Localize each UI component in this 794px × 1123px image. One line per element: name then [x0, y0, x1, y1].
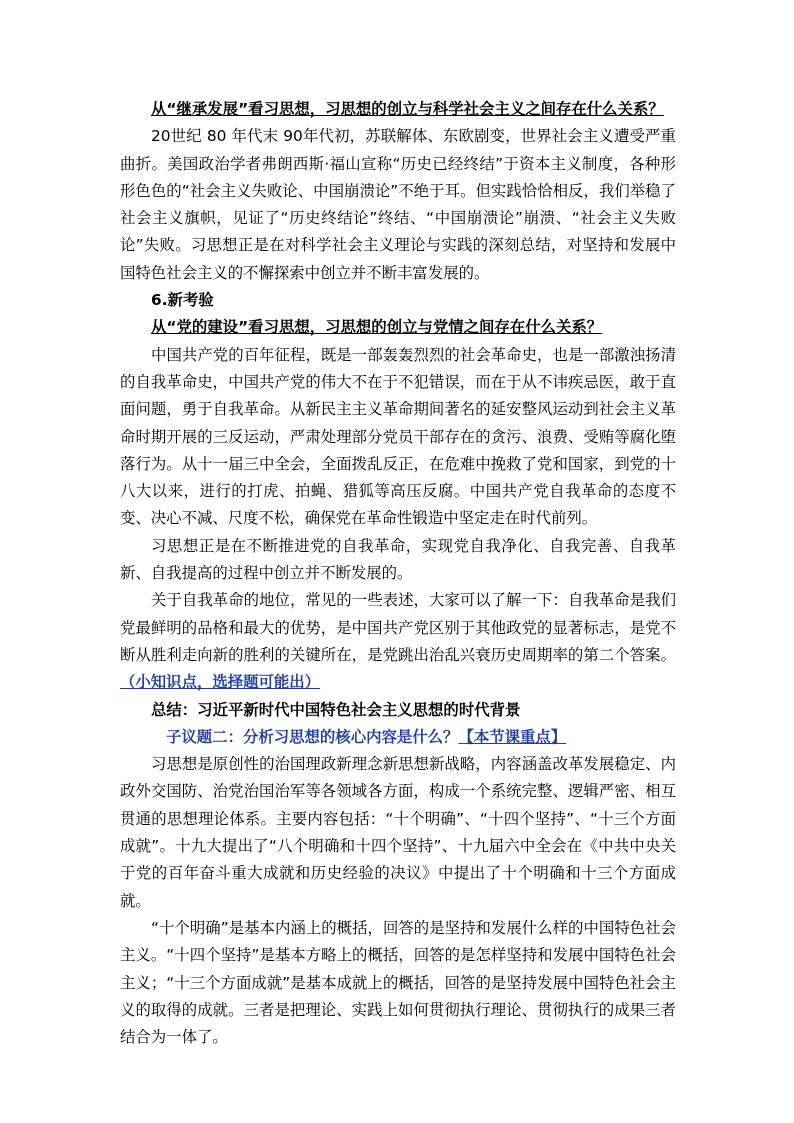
summary-heading: 总结：习近平新时代中国特色社会主义思想的时代背景: [151, 700, 521, 719]
section-6-paragraph-2: 习思想正是在不断推进党的自我革命，实现党自我净化、自我完善、自我革新、自我提高的过程中创立并不断发展的。: [120, 536, 676, 583]
section-6-paragraph-1: 中国共产党的百年征程，既是一部轰轰烈烈的社会革命史，也是一部激浊扬清的自我革命史，中国共产党的伟大不在于不犯错误，而在于从不讳疾忌医，敢于直面问题，勇于自我革命。从新民主主义革命期间著名的延安整风运动到社会主义革命时期开展的三反运动，严肃处理部分党员干部存在的贪污、浪费、受贿等腐化堕落行为。从十一届三中全会，全面拨乱反正，在危难中挽救了党和国家，到党的十八大以来，进行的打虎、拍蝇、猎狐等高压反腐。中国共产党自我革命的态度不变、决心不减、尺度不松，确保党在革命性锻造中坚定走在时代前列。: [120, 345, 676, 528]
self-revolution-text: 关于自我革命的地位，常见的一些表述，大家可以了解一下：自我革命是我们党最鲜明的品格和最大的优势，是中国共产党区别于其他政党的显著标志，是党不断从胜利走向新的胜利的关键所在，是党跳出治乱兴衰历史周期率的第二个答案。: [120, 591, 676, 664]
q1-body: 20世纪 80 年代末 90年代初，苏联解体、东欧剧变，世界社会主义遭受严重曲折。美国政治学者弗朗西斯·福山宣称“历史已经终结”于资本主义制度，各种形形色色的“社会主义失败论、中国崩溃论”不绝于耳。但实践恰恰相反，我们举稳了社会主义旗帜，见证了“历史终结论”终结、“中国崩溃论”崩溃、“社会主义失败论”失败。习思想正是在对科学社会主义理论与实践的深刻总结，对坚持和发展中国特色社会主义的不懈探索中创立并不断丰富发展的。: [120, 127, 676, 282]
knowledge-note: （小知识点，选择题可能出）: [120, 673, 321, 692]
section-6-question: 从“党的建设”看习思想，习思想的创立与党情之间存在什么关系？: [151, 318, 603, 337]
topic-2-title: 子议题二：分析习思想的核心内容是什么？: [166, 727, 459, 746]
core-content-paragraph-2: “十个明确”是基本内涵上的概括，回答的是坚持和发展什么样的中国特色社会主义。“十四个坚持”是基本方略上的概括，回答的是怎样坚持和发展中国特色社会主义；“十三个方面成就”是基本成就上的概括，回答的是坚持发展中国特色社会主义的取得的成就。三者是把理论、实践上如何贯彻执行理论、贯彻执行的成果三者结合为一体了。: [120, 918, 676, 1047]
q1-title: 从“继承发展”看习思想，习思想的创立与科学社会主义之间存在什么关系？: [151, 100, 664, 118]
section-6-paragraph-3: [120, 587, 676, 696]
key-point-tag: 【本节课重点】: [458, 727, 567, 746]
section-6-heading: 6.新考验: [151, 291, 214, 310]
document-page: [120, 96, 676, 1051]
topic-2-heading: [120, 724, 676, 751]
core-content-paragraph-1: 习思想是原创性的治国理政新理念新思想新战略，内容涵盖改革发展稳定、内政外交国防、治党治国治军等各领域各方面，构成一个系统完整、逻辑严密、相互贯通的思想理论体系。主要内容包括：“十个明确”、“十四个坚持”、“十三个方面成就”。十九大提出了“八个明确和十四个坚持”、十九届六中全会在《中共中央关于党的百年奋斗重大成就和历史经验的决议》中提出了十个明确和十三个方面成就。: [120, 755, 676, 910]
